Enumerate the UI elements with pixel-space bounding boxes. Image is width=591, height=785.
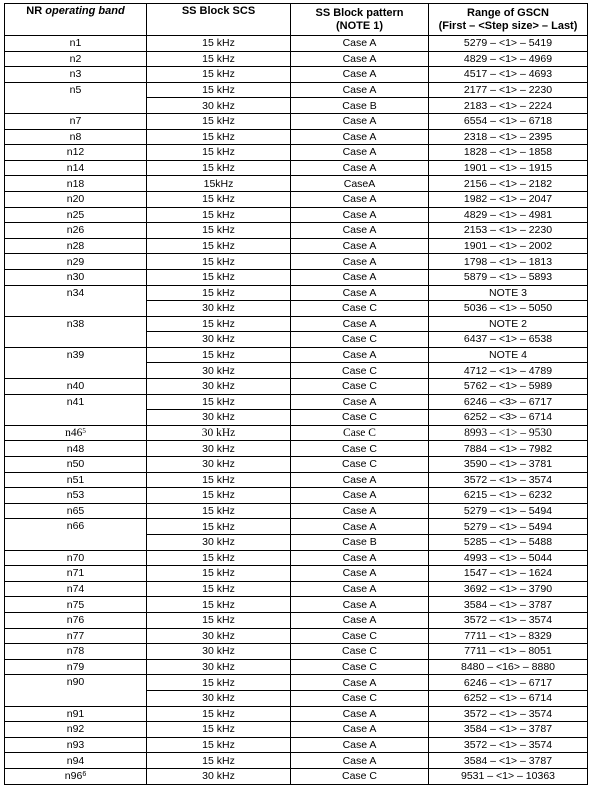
- scs-cell: 15 kHz: [147, 737, 291, 753]
- range-cell: 1547 – <1> – 1624: [429, 566, 588, 582]
- pattern-cell: Case A: [291, 394, 429, 410]
- scs-cell: 15 kHz: [147, 269, 291, 285]
- pattern-cell: Case A: [291, 129, 429, 145]
- pattern-cell: Case A: [291, 269, 429, 285]
- band-cell: n20: [5, 191, 147, 207]
- pattern-cell: Case C: [291, 332, 429, 348]
- band-cell: n7: [5, 113, 147, 129]
- pattern-cell: Case A: [291, 488, 429, 504]
- scs-cell: 15 kHz: [147, 82, 291, 98]
- range-cell: 6554 – <1> – 6718: [429, 113, 588, 129]
- scs-cell: 15 kHz: [147, 550, 291, 566]
- table-row: [5, 768, 588, 784]
- band-cell: n71: [5, 566, 147, 582]
- pattern-cell: Case C: [291, 768, 429, 784]
- scs-cell: 15 kHz: [147, 722, 291, 738]
- band-cell: n25: [5, 207, 147, 223]
- range-cell: 5036 – <1> – 5050: [429, 301, 588, 317]
- table-row: [5, 285, 588, 301]
- range-cell: 2177 – <1> – 2230: [429, 82, 588, 98]
- pattern-cell: Case A: [291, 67, 429, 83]
- scs-cell: 30 kHz: [147, 457, 291, 473]
- pattern-cell: Case A: [291, 753, 429, 769]
- scs-cell: 15 kHz: [147, 67, 291, 83]
- range-cell: 5279 – <1> – 5419: [429, 36, 588, 52]
- range-cell: 7711 – <1> – 8051: [429, 644, 588, 660]
- table-row: [5, 207, 588, 223]
- range-cell: 7711 – <1> – 8329: [429, 628, 588, 644]
- scs-cell: 15 kHz: [147, 129, 291, 145]
- band-cell: n91: [5, 706, 147, 722]
- table-row: [5, 425, 588, 441]
- band-cell: n51: [5, 472, 147, 488]
- band-cell: n28: [5, 238, 147, 254]
- header-scs: SS Block SCS: [147, 4, 291, 36]
- scs-cell: 30 kHz: [147, 659, 291, 675]
- pattern-cell: Case A: [291, 254, 429, 270]
- range-cell: NOTE 3: [429, 285, 588, 301]
- pattern-cell: Case C: [291, 363, 429, 379]
- band-cell: n48: [5, 441, 147, 457]
- pattern-cell: Case A: [291, 191, 429, 207]
- scs-cell: 15 kHz: [147, 612, 291, 628]
- range-cell: 6246 – <3> – 6717: [429, 394, 588, 410]
- scs-cell: 30 kHz: [147, 410, 291, 426]
- range-cell: 6215 – <1> – 6232: [429, 488, 588, 504]
- table-row: [5, 566, 588, 582]
- table-row: [5, 659, 588, 675]
- band-cell: n40: [5, 379, 147, 395]
- scs-cell: 15 kHz: [147, 488, 291, 504]
- range-cell: 3572 – <1> – 3574: [429, 706, 588, 722]
- pattern-cell: Case A: [291, 145, 429, 161]
- range-cell: 3584 – <1> – 3787: [429, 597, 588, 613]
- band-cell: n12: [5, 145, 147, 161]
- table-row: [5, 581, 588, 597]
- scs-cell: 30 kHz: [147, 379, 291, 395]
- band-cell: n18: [5, 176, 147, 192]
- pattern-cell: Case A: [291, 597, 429, 613]
- table-row: [5, 191, 588, 207]
- pattern-cell: Case A: [291, 207, 429, 223]
- range-cell: 5879 – <1> – 5893: [429, 269, 588, 285]
- pattern-cell: Case C: [291, 441, 429, 457]
- pattern-cell: Case A: [291, 160, 429, 176]
- table-body: [5, 36, 588, 785]
- table-row: [5, 51, 588, 67]
- scs-cell: 15 kHz: [147, 36, 291, 52]
- scs-cell: 15 kHz: [147, 503, 291, 519]
- table-row: [5, 145, 588, 161]
- range-cell: NOTE 4: [429, 347, 588, 363]
- scs-cell: 15 kHz: [147, 191, 291, 207]
- header-row: [5, 4, 588, 36]
- scs-cell: 30 kHz: [147, 690, 291, 706]
- band-cell: n8: [5, 129, 147, 145]
- scs-cell: 15 kHz: [147, 566, 291, 582]
- band-cell: n34: [5, 285, 147, 316]
- scs-cell: 30 kHz: [147, 535, 291, 551]
- band-cell: n5: [5, 82, 147, 113]
- band-cell: n39: [5, 347, 147, 378]
- band-cell: n66: [5, 519, 147, 550]
- range-cell: 8480 – <16> – 8880: [429, 659, 588, 675]
- range-cell: 4829 – <1> – 4969: [429, 51, 588, 67]
- pattern-cell: Case A: [291, 82, 429, 98]
- range-cell: 8993 – <1> – 9530: [429, 425, 588, 441]
- pattern-cell: Case C: [291, 301, 429, 317]
- range-cell: 4517 – <1> – 4693: [429, 67, 588, 83]
- band-cell: n79: [5, 659, 147, 675]
- band-cell: $n96^6$: [5, 768, 147, 784]
- band-cell: n74: [5, 581, 147, 597]
- range-cell: 3692 – <1> – 3790: [429, 581, 588, 597]
- table-row: [5, 269, 588, 285]
- scs-cell: 15 kHz: [147, 285, 291, 301]
- scs-cell: 15 kHz: [147, 472, 291, 488]
- pattern-cell: Case A: [291, 238, 429, 254]
- band-cell: n50: [5, 457, 147, 473]
- range-cell: 5279 – <1> – 5494: [429, 519, 588, 535]
- pattern-cell: Case A: [291, 347, 429, 363]
- scs-cell: 30 kHz: [147, 332, 291, 348]
- scs-cell: 15 kHz: [147, 581, 291, 597]
- table-row: [5, 706, 588, 722]
- table-row: [5, 550, 588, 566]
- range-cell: 9531 – <1> – 10363: [429, 768, 588, 784]
- range-cell: 3584 – <1> – 3787: [429, 722, 588, 738]
- band-cell: n3: [5, 67, 147, 83]
- scs-cell: 15 kHz: [147, 753, 291, 769]
- pattern-cell: Case A: [291, 36, 429, 52]
- range-cell: 5279 – <1> – 5494: [429, 503, 588, 519]
- table-row: [5, 176, 588, 192]
- table-row: [5, 223, 588, 239]
- table-row: [5, 67, 588, 83]
- scs-cell: 30 kHz: [147, 628, 291, 644]
- table-row: [5, 597, 588, 613]
- scs-cell: 15 kHz: [147, 706, 291, 722]
- pattern-cell: Case A: [291, 566, 429, 582]
- band-cell: n29: [5, 254, 147, 270]
- scs-cell: 15 kHz: [147, 316, 291, 332]
- scs-cell: 30 kHz: [147, 301, 291, 317]
- header-pattern: SS Block pattern (NOTE 1): [291, 4, 429, 36]
- band-cell: n26: [5, 223, 147, 239]
- table-row: [5, 737, 588, 753]
- scs-cell: 30 kHz: [147, 363, 291, 379]
- range-cell: 1828 – <1> – 1858: [429, 145, 588, 161]
- range-cell: NOTE 2: [429, 316, 588, 332]
- pattern-cell: Case C: [291, 379, 429, 395]
- table-row: [5, 753, 588, 769]
- range-cell: 2156 – <1> – 2182: [429, 176, 588, 192]
- scs-cell: 15 kHz: [147, 675, 291, 691]
- table-row: [5, 254, 588, 270]
- scs-cell: 15 kHz: [147, 160, 291, 176]
- band-cell: n94: [5, 753, 147, 769]
- table-row: [5, 129, 588, 145]
- scs-cell: 15kHz: [147, 176, 291, 192]
- table-row: [5, 472, 588, 488]
- band-cell: n53: [5, 488, 147, 504]
- pattern-cell: Case A: [291, 503, 429, 519]
- band-cell: $n46^5$: [5, 425, 147, 441]
- range-cell: 1901 – <1> – 2002: [429, 238, 588, 254]
- table-row: [5, 488, 588, 504]
- range-cell: 7884 – <1> – 7982: [429, 441, 588, 457]
- pattern-cell: Case C: [291, 690, 429, 706]
- pattern-cell: Case A: [291, 612, 429, 628]
- range-cell: 3572 – <1> – 3574: [429, 612, 588, 628]
- range-cell: 3572 – <1> – 3574: [429, 472, 588, 488]
- pattern-cell: Case A: [291, 550, 429, 566]
- pattern-cell: Case A: [291, 675, 429, 691]
- pattern-cell: Case B: [291, 535, 429, 551]
- scs-cell: 15 kHz: [147, 254, 291, 270]
- table-row: [5, 628, 588, 644]
- scs-cell: 15 kHz: [147, 113, 291, 129]
- band-cell: n70: [5, 550, 147, 566]
- table-row: [5, 612, 588, 628]
- scs-cell: 30 kHz: [147, 98, 291, 114]
- range-cell: 6437 – <1> – 6538: [429, 332, 588, 348]
- table-row: [5, 316, 588, 332]
- range-cell: 4712 – <1> – 4789: [429, 363, 588, 379]
- band-cell: n76: [5, 612, 147, 628]
- band-cell: n38: [5, 316, 147, 347]
- table-row: [5, 457, 588, 473]
- pattern-cell: Case B: [291, 98, 429, 114]
- range-cell: 1901 – <1> – 1915: [429, 160, 588, 176]
- range-cell: 6252 – <3> – 6714: [429, 410, 588, 426]
- pattern-cell: Case A: [291, 706, 429, 722]
- pattern-cell: Case C: [291, 644, 429, 660]
- gscn-table: [4, 3, 588, 785]
- scs-cell: 15 kHz: [147, 597, 291, 613]
- range-cell: 5762 – <1> – 5989: [429, 379, 588, 395]
- band-cell: n14: [5, 160, 147, 176]
- table-row: [5, 519, 588, 535]
- pattern-cell: Case A: [291, 51, 429, 67]
- scs-cell: 30 kHz: [147, 425, 291, 441]
- range-cell: 5285 – <1> – 5488: [429, 535, 588, 551]
- pattern-cell: Case A: [291, 519, 429, 535]
- band-cell: n78: [5, 644, 147, 660]
- pattern-cell: Case C: [291, 659, 429, 675]
- pattern-cell: Case C: [291, 628, 429, 644]
- pattern-cell: Case A: [291, 581, 429, 597]
- scs-cell: 15 kHz: [147, 207, 291, 223]
- range-cell: 3590 – <1> – 3781: [429, 457, 588, 473]
- table-row: [5, 394, 588, 410]
- range-cell: 3584 – <1> – 3787: [429, 753, 588, 769]
- range-cell: 1982 – <1> – 2047: [429, 191, 588, 207]
- table-row: [5, 347, 588, 363]
- scs-cell: 15 kHz: [147, 223, 291, 239]
- pattern-cell: Case A: [291, 113, 429, 129]
- range-cell: 6246 – <1> – 6717: [429, 675, 588, 691]
- table-row: [5, 379, 588, 395]
- band-cell: n77: [5, 628, 147, 644]
- scs-cell: 15 kHz: [147, 394, 291, 410]
- scs-cell: 15 kHz: [147, 51, 291, 67]
- band-cell: n1: [5, 36, 147, 52]
- pattern-cell: CaseA: [291, 176, 429, 192]
- band-cell: n30: [5, 269, 147, 285]
- pattern-cell: Case A: [291, 472, 429, 488]
- scs-cell: 15 kHz: [147, 347, 291, 363]
- table-row: [5, 722, 588, 738]
- table-row: [5, 82, 588, 98]
- range-cell: 2153 – <1> – 2230: [429, 223, 588, 239]
- range-cell: 4993 – <1> – 5044: [429, 550, 588, 566]
- range-cell: 6252 – <1> – 6714: [429, 690, 588, 706]
- band-cell: n93: [5, 737, 147, 753]
- table-row: [5, 238, 588, 254]
- band-cell: n90: [5, 675, 147, 706]
- table-row: [5, 503, 588, 519]
- table-row: [5, 644, 588, 660]
- scs-cell: 30 kHz: [147, 768, 291, 784]
- scs-cell: 15 kHz: [147, 238, 291, 254]
- pattern-cell: Case A: [291, 722, 429, 738]
- range-cell: 2183 – <1> – 2224: [429, 98, 588, 114]
- range-cell: 3572 – <1> – 3574: [429, 737, 588, 753]
- table-row: [5, 36, 588, 52]
- pattern-cell: Case C: [291, 457, 429, 473]
- band-cell: n92: [5, 722, 147, 738]
- band-cell: n75: [5, 597, 147, 613]
- table-row: [5, 675, 588, 691]
- table-row: [5, 441, 588, 457]
- range-cell: 4829 – <1> – 4981: [429, 207, 588, 223]
- pattern-cell: Case C: [291, 410, 429, 426]
- pattern-cell: Case A: [291, 316, 429, 332]
- scs-cell: 30 kHz: [147, 644, 291, 660]
- scs-cell: 30 kHz: [147, 441, 291, 457]
- pattern-cell: Case A: [291, 285, 429, 301]
- table-row: [5, 160, 588, 176]
- table-row: [5, 113, 588, 129]
- pattern-cell: Case C: [291, 425, 429, 441]
- pattern-cell: Case A: [291, 223, 429, 239]
- band-cell: n41: [5, 394, 147, 425]
- range-cell: 2318 – <1> – 2395: [429, 129, 588, 145]
- band-cell: n2: [5, 51, 147, 67]
- range-cell: 1798 – <1> – 1813: [429, 254, 588, 270]
- scs-cell: 15 kHz: [147, 145, 291, 161]
- header-band: NR operating band: [5, 4, 147, 36]
- band-cell: n65: [5, 503, 147, 519]
- pattern-cell: Case A: [291, 737, 429, 753]
- header-gscn: Range of GSCN (First – <Step size> – Last): [429, 4, 588, 36]
- scs-cell: 15 kHz: [147, 519, 291, 535]
